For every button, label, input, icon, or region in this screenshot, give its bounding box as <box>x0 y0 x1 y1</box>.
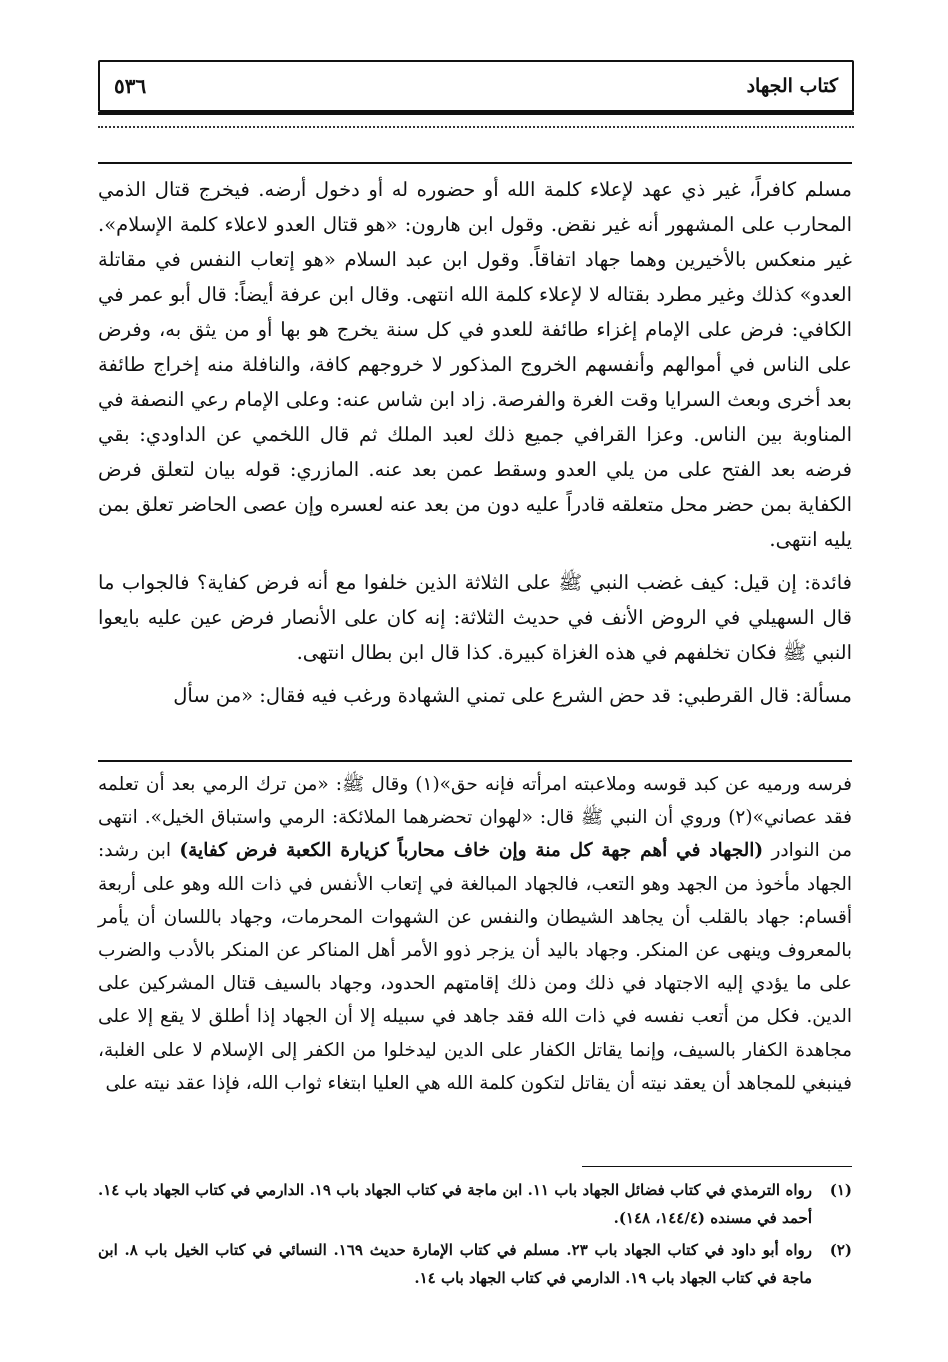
footnotes <box>98 1176 852 1296</box>
footnote <box>98 1236 852 1292</box>
commentary-paragraph <box>98 768 852 1100</box>
commentary-part: ابن رشد: الجهاد مأخوذ من الجهد وهو التعب، فالجهاد المبالغة في إتعاب الأنفس في ذات الله وهو على أربعة أقسام: جهاد بالقلب أن يجاهد الشيطان والنفس عن الشهوات المحرمات، وجهاد باللسان أن يأمر بالمعروف وينهى عن المنكر. وجهاد باليد أن يزجر ذوو الأمر أهل المناكر عن المنكر بالأدب والضرب على ما يؤدي إليه الاجتهاد في ذلك ومن ذلك إقامتهم الحدود، وجهاد بالسيف قتال المشركين على الدين. فكل من أتعب نفسه في ذات الله فقد جاهد في سبيله إلا أن الجهاد إذا أطلق لا يقع إلا على مجاهدة الكفار بالسيف، وإنما يقاتل الكفار على الدين ليدخلوا من الكفر إلى الإسلام لا على الغلبة، فينبغي للمجاهد أن يعقد نيته أن يقاتل لتكون كلمة الله هي العليا ابتغاء ثواب الله، فإذا عقد نيته على <box>98 840 852 1094</box>
footnote-rule <box>582 1166 852 1167</box>
running-title: كتاب الجهاد <box>746 75 838 97</box>
commentary-part: فرسه ورميه عن كبد قوسه وملاعبته امرأته فإنه حق»(١) وقال ﷺ: «من ترك الرمي بعد أن تعلمه فقد عصاني»(٢) وروي أن النبي ﷺ قال: «لهوان تحضرهما الملائكة: الرمي واستباق الخيل». انتهى من النوادر <box>98 774 853 862</box>
page-header <box>98 60 854 112</box>
commentary-text <box>98 768 852 1100</box>
page-number: ٥٣٦ <box>114 74 147 98</box>
footnote-text: رواه أبو داود في كتاب الجهاد باب ٢٣. مسلم في كتاب الإمارة حديث ١٦٩. النسائي في كتاب الخيل باب ٨. ابن ماجة في كتاب الجهاد باب ١٩. الدارمي في كتاب الجهاد باب ١٤. <box>98 1241 812 1287</box>
footnote-number: (٢) <box>829 1241 852 1259</box>
footnote <box>98 1176 852 1232</box>
commentary-bold-phrase: (الجهاد في أهم جهة كل منة وإن خاف محارباً كزيارة الكعبة فرض كفاية) <box>179 840 764 862</box>
dotted-separator <box>98 126 854 134</box>
commentary-rule <box>98 760 852 762</box>
top-rule <box>98 162 852 164</box>
main-paragraph: مسألة: قال القرطبي: قد حض الشرع على تمني الشهادة ورغب فيه فقال: «من سأل <box>173 684 852 707</box>
footnote-number: (١) <box>829 1181 852 1199</box>
main-paragraph: مسلم كافراً، غير ذي عهد لإعلاء كلمة الله أو حضوره له أو دخول أرضه. فيخرج قتال الذمي المحارب على المشهور أنه غير نقض. وقول ابن هارون: «هو قتال العدو لاعلاء كلمة الإسلام». غير منعكس بالأخيرين وهما جهاد اتفاقاً. وقول ابن عبد السلام «هو إتعاب النفس في مقاتلة العدو» كذلك وغير مطرد بقتاله لا لإعلاء كلمة الله انتهى. وقال ابن عرفة أيضاً: قال أبو عمر في الكافي: فرض على الإمام إغزاء طائفة للعدو في كل سنة يخرج هو بها أو من يثق به، وفرض على الناس في أموالهم وأنفسهم الخروج المذكور لا خروجهم كافة، والنافلة منه إخراج طائفة بعد أخرى وبعث السرايا وقت الغرة والفرصة. زاد ابن شاس عنه: وعلى الإمام رعي النصفة في المناوبة بين الناس. وعزا القرافي جميع ذلك لعبد الملك ثم قال اللخمي عن الداودي: بقي فرضه بعد الفتح على من يلي العدو وسقط عمن بعد عنه. المازري: قوله بيان لتعلق فرض الكفاية بمن حضر محل متعلقه قادراً عليه دون من بعد عنه لعسره وإن عصى الحاضر تعلق بمن يليه انتهى. <box>98 178 852 551</box>
main-text <box>98 172 852 713</box>
main-paragraph: فائدة: إن قيل: كيف غضب النبي ﷺ على الثلاثة الذين خلفوا مع أنه فرض كفاية؟ فالجواب ما قال السهيلي في الروض الأنف في حديث الثلاثة: إنه كان على الأنصار فرض عين عليه بايعوا النبي ﷺ فكان تخلفهم في هذه الغزاة كبيرة. كذا قال ابن بطال انتهى. <box>98 571 852 664</box>
footnote-text: رواه الترمذي في كتاب فضائل الجهاد باب ١١. ابن ماجة في كتاب الجهاد باب ١٩. الدارمي في كتاب الجهاد باب ١٤. أحمد في مسنده (١٤٤/٤، ١٤٨). <box>98 1181 812 1227</box>
